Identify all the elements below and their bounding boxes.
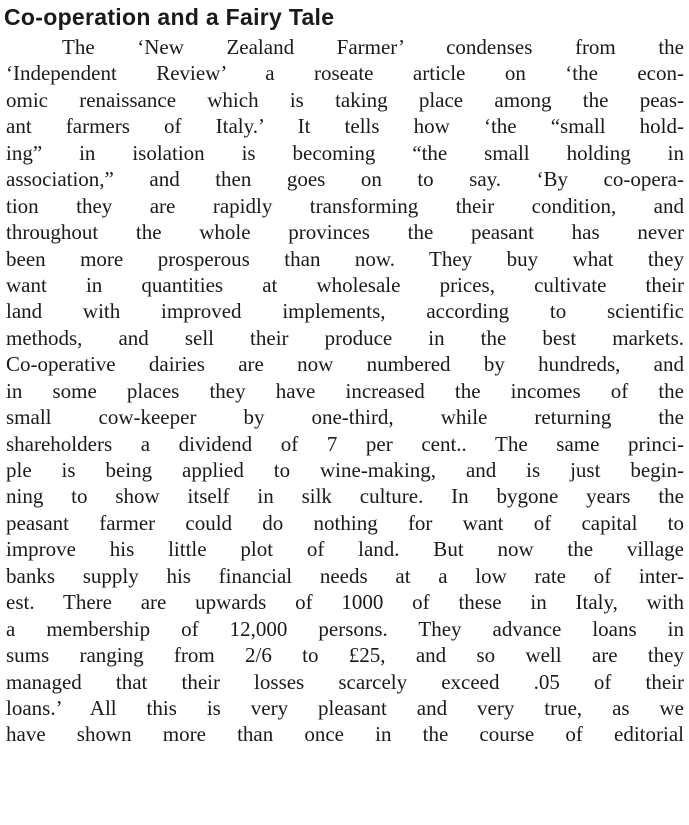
article-line: ple is being applied to wine-making, and is just begin- bbox=[6, 458, 684, 482]
article-line: a membership of 12,000 persons. They advance loans in bbox=[6, 616, 684, 641]
article-line: been more prosperous than now. They buy what they bbox=[6, 246, 684, 271]
article-body bbox=[6, 34, 684, 748]
article-line: The ‘New Zealand Farmer’ condenses from the bbox=[62, 35, 684, 59]
article-line: small cow-keeper by one-third, while returning the bbox=[6, 405, 684, 430]
article-line: want in quantities at wholesale prices, cultivate their bbox=[6, 272, 684, 297]
article-line: ant farmers of Italy.’ It tells how ‘the “small hold- bbox=[6, 114, 684, 139]
article-line: ing” in isolation is becoming “the small holding in bbox=[6, 140, 684, 165]
article-line: tion they are rapidly transforming their condition, and bbox=[6, 193, 684, 218]
article-headline: Co-operation and a Fairy Tale bbox=[4, 4, 335, 30]
article-line: loans.’ All this is very pleasant and very true, as we bbox=[6, 695, 684, 720]
article-line: methods, and sell their produce in the best markets. bbox=[6, 325, 684, 350]
article-line: omic renaissance which is taking place among the peas- bbox=[6, 87, 684, 112]
article-line: in some places they have increased the incomes of the bbox=[6, 378, 684, 403]
article-line: throughout the whole provinces the peasant has never bbox=[6, 220, 684, 245]
article-line: improve his little plot of land. But now the village bbox=[6, 537, 684, 562]
article-line: est. There are upwards of 1000 of these in Italy, with bbox=[6, 590, 684, 615]
article-line: peasant farmer could do nothing for want of capital to bbox=[6, 510, 684, 535]
article-line: managed that their losses scarcely exceed .05 of their bbox=[6, 669, 684, 694]
article-line: land with improved implements, according to scientific bbox=[6, 299, 684, 324]
article-line: Co-operative dairies are now numbered by hundreds, and bbox=[6, 352, 684, 377]
article-line: shareholders a dividend of 7 per cent.. The same princi- bbox=[6, 431, 684, 456]
article-line: have shown more than once in the course of editorial bbox=[6, 722, 684, 747]
article-line: association,” and then goes on to say. ‘By co-opera- bbox=[6, 167, 684, 192]
article-line: sums ranging from 2/6 to £25, and so well are they bbox=[6, 643, 684, 668]
article-line: ning to show itself in silk culture. In bygone years the bbox=[6, 484, 684, 509]
article-line: banks supply his financial needs at a low rate of inter- bbox=[6, 563, 684, 588]
article-line: ‘Independent Review’ a roseate article on ‘the econ- bbox=[6, 61, 684, 86]
